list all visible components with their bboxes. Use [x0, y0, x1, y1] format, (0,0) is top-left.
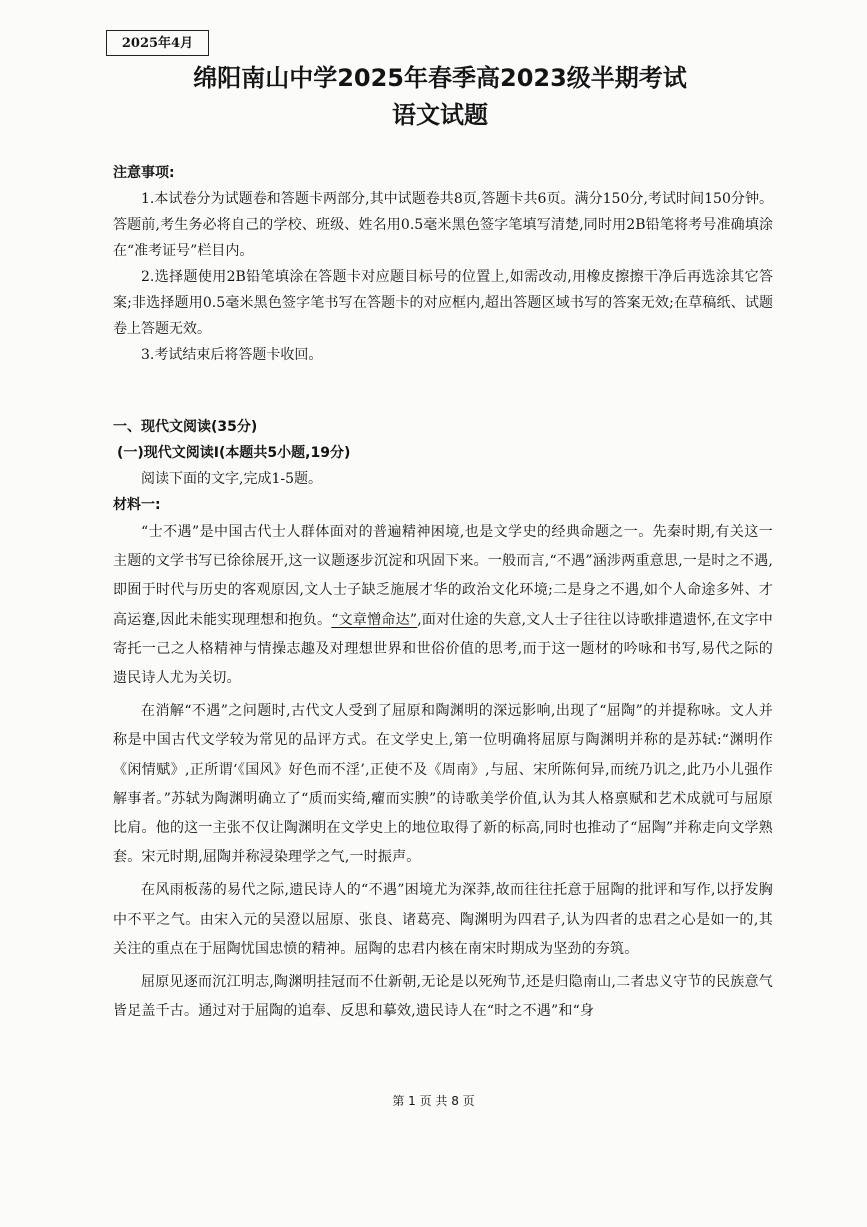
- material-text: [113, 518, 773, 1030]
- exam-subject-title: 语文试题: [392, 101, 488, 129]
- date-label: 2025年4月: [106, 30, 209, 56]
- notice-heading: 注意事项:: [113, 165, 175, 181]
- notice-item-3: 3.考试结束后将答题卡收回。: [141, 347, 323, 363]
- reading-instruction: 阅读下面的文字,完成1-5题。: [141, 471, 322, 487]
- notice-item-2: 2.选择题使用2B铅笔填涂在答题卡对应题目标号的位置上,如需改动,用橡皮擦擦干净后再选涂其它答案;非选择题用0.5毫米黑色签字笔书写在答题卡的对应框内,超出答题区域书写的答案无效;在草稿纸、试题卷上答题无效。: [113, 269, 773, 337]
- material-p1-continued: ,面对仕途的失意,文人士子往往以诗歌排遣遗怀,在文字中寄托一己之人格精神与情操志趣及对理想世界和世俗价值的思考,而于这一题材的吟咏和书写,易代之际的遗民诗人尤为关切。: [113, 611, 773, 687]
- sub-section-heading: (一)现代文阅读Ⅰ(本题共5小题,19分): [117, 445, 351, 461]
- material-p1-text: “士不遇”是中国古代士人群体面对的普遍精神困境,也是文学史的经典命题之一。先秦时期,有关这一主题的文学书写已徐徐展开,这一议题逐步沉淀和巩固下来。一般而言,“不遇”涵涉两重意思,一是时之不遇,即囿于时代与历史的客观原因,文人士子缺乏施展才华的政治文化环境;二是身之不遇,如个人命途多舛、才高运蹇,因此未能实现理想和抱负。: [113, 524, 773, 628]
- material-label: 材料一:: [113, 497, 161, 513]
- material-paragraph-3: 在风雨板荡的易代之际,遗民诗人的“不遇”困境尤为深莽,故而往往托意于屈陶的批评和写作,以抒发胸中不平之气。由宋入元的吴澄以屈原、张良、诸葛亮、陶渊明为四君子,认为四者的忠君之心是如一的,其关注的重点在于屈陶忧国忠愤的精神。屈陶的忠君内核在南宋时期成为坚劲的夯筑。: [113, 882, 773, 957]
- page-footer: 第 1 页 共 8 页: [392, 1094, 475, 1108]
- material-paragraph-2: 在消解“不遇”之问题时,古代文人受到了屈原和陶渊明的深远影响,出现了“屈陶”的并提称咏。文人并称是中国古代文学较为常见的品评方式。在文学史上,第一位明确将屈原与陶渊明并称的是苏轼:“渊明作《闲情赋》,正所谓‘《国风》好色而不淫’,正使不及《周南》,与屈、宋所陈何异,而统乃讥之,此乃小儿强作解事者。”苏轼为陶渊明确立了“质而实绮,癯而实腴”的诗歌美学价值,认为其人格禀赋和艺术成就可与屈原比肩。他的这一主张不仅让陶渊明在文学史上的地位取得了新的标高,同时也推动了“屈陶”并称走向文学熟套。宋元时期,屈陶并称浸染理学之气,一时振声。: [113, 703, 773, 866]
- section-heading: 一、现代文阅读(35分): [113, 419, 258, 435]
- material-paragraph-4: 屈原见逐而沉江明志,陶渊明挂冠而不仕新朝,无论是以死殉节,还是归隐南山,二者忠义守节的民族意气皆足盖千古。通过对于屈陶的追奉、反思和摹效,遗民诗人在“时之不遇”和“身: [113, 974, 773, 1020]
- underlined-quote: “文章憎命达”: [331, 611, 418, 628]
- material-paragraph-1: [113, 518, 773, 693]
- section-header: [113, 414, 773, 518]
- notice-item-1: 1.本试卷分为试题卷和答题卡两部分,其中试题卷共8页,答题卡共6页。满分150分,考试时间150分钟。答题前,考生务必将自己的学校、班级、姓名用0.5毫米黑色签字笔填写清楚,同时用2B铅笔将考号准确填涂在“准考证号”栏目内。: [113, 191, 773, 259]
- notice-section: [113, 160, 773, 368]
- exam-title: 绵阳南山中学2025年春季高2023级半期考试: [193, 64, 687, 92]
